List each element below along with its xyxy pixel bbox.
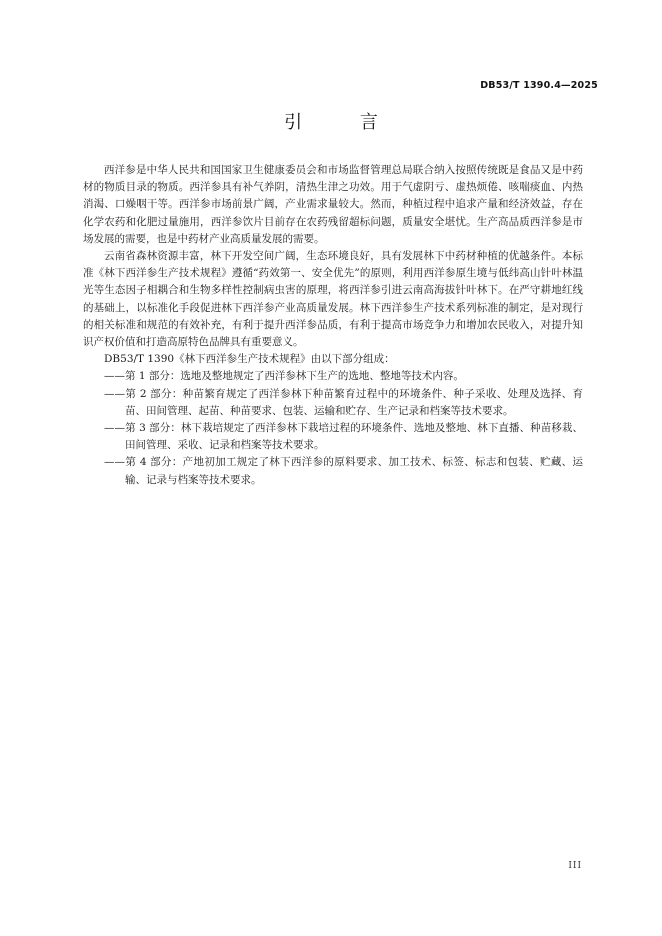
part-item-4: ——第 4 部分：产地初加工规定了林下西洋参的原料要求、加工技术、标签、标志和包装、贮藏、运输、记录与档案等技术要求。 xyxy=(104,456,583,486)
page-number: III xyxy=(568,861,582,871)
part-item-3: ——第 3 部分：林下栽培规定了西洋参林下栽培过程的环境条件、选地及整地、林下直播、种苗移栽、田间管理、采收、记录和档案等技术要求。 xyxy=(104,422,583,452)
body-content xyxy=(83,162,583,489)
paragraph-composition: DB53/T 1390《林下西洋参生产技术规程》由以下部分组成： xyxy=(104,353,395,366)
part-item-1: ——第 1 部分：选地及整地规定了西洋参林下生产的选地、整地等技术内容。 xyxy=(104,370,464,383)
page-title: 引 言 xyxy=(284,112,404,133)
document-code: DB53/T 1390.4—2025 xyxy=(480,80,598,91)
part-item-2: ——第 2 部分：种苗繁育规定了西洋参林下种苗繁育过程中的环境条件、种子采收、处理及选择、育苗、田间管理、起苗、种苗要求、包装、运输和贮存、生产记录和档案等技术要求。 xyxy=(104,387,583,417)
paragraph-yunnan: 云南省森林资源丰富，林下开发空间广阔，生态环境良好，具有发展林下中药材种植的优越条件。本标准《林下西洋参生产技术规程》遵循“药效第一、安全优先”的原则，利用西洋参原生境与低纬高山针叶林温光等生态因子相耦合和生物多样性控制病虫害的原理，将西洋参引进云南高海拔针叶林下。在严守耕地红线的基础上，以标准化手段促进林下西洋参产业高质量发展。林下西洋参生产技术系列标准的制定，是对现行的相关标准和规范的有效补充，有利于提升西洋参品质，有利于提高市场竞争力和增加农民收入，对提升知识产权价值和打造高原特色品牌具有重要意义。 xyxy=(83,250,583,349)
paragraph-intro: 西洋参是中华人民共和国国家卫生健康委员会和市场监督管理总局联合纳入按照传统既是食品又是中药材的物质目录的物质。西洋参具有补气养阴，清热生津之功效。用于气虚阴亏、虚热烦倦、咳喘痰血、内热消渴、口燥咽干等。西洋参市场前景广阔，产业需求量较大。然而，种植过程中追求产量和经济效益，存在化学农药和化肥过量施用，西洋参饮片目前存在农药残留超标问题，质量安全堪忧。生产高品质西洋参是市场发展的需要，也是中药材产业高质量发展的需要。 xyxy=(83,164,583,245)
